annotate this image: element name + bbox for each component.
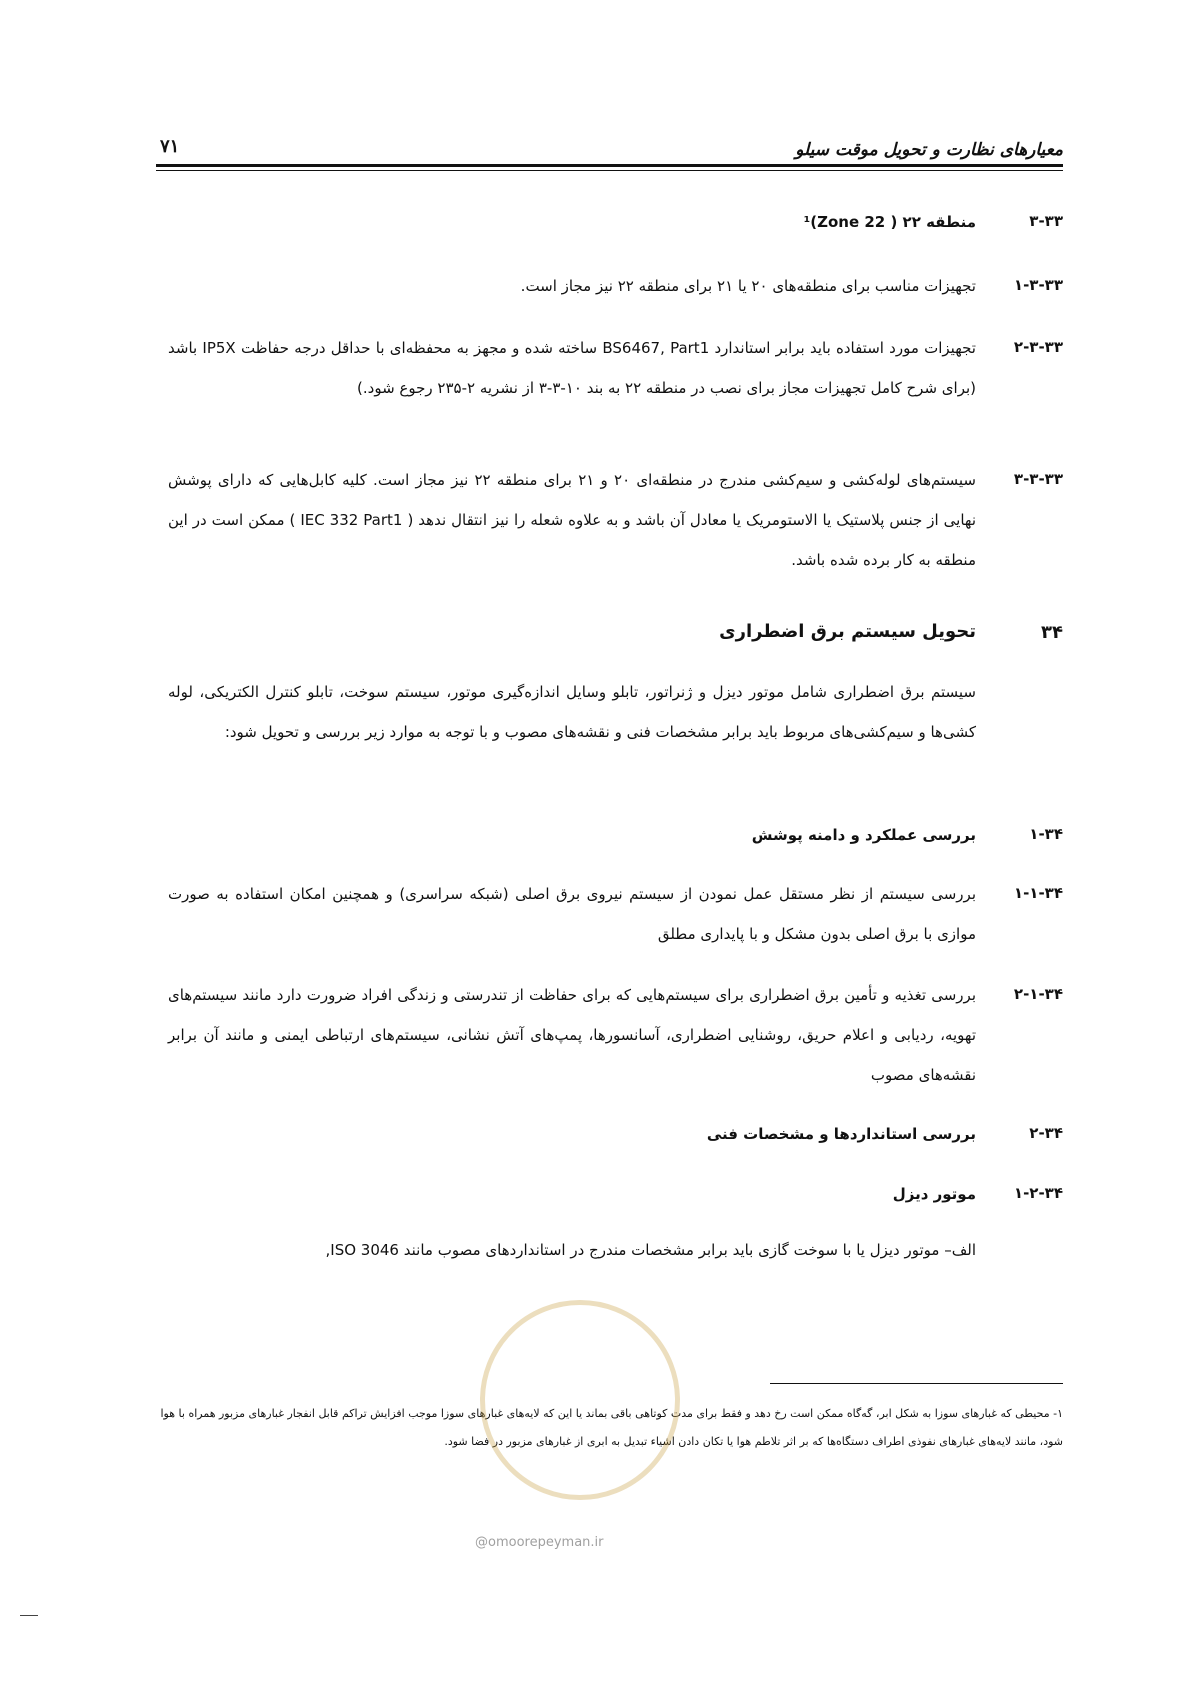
header-rule-thin (156, 170, 1063, 171)
paragraph: سیستم برق اضطراری شامل موتور دیزل و ژنراتور، تابلو وسایل اندازه‌گیری موتور، سیستم سوخت، تابلو کنترل الکتریکی، لوله کشی‌ها و سیم‌کشی‌های مربوط باید برابر مشخصات فنی و نقشه‌های مصوب و با توجه به موارد زیر بررسی و تحویل شود: (168, 683, 976, 741)
section-heading: منطقه ۲۲ ( Zone 22)¹ (803, 213, 976, 231)
section-number: ۳۴ (1041, 622, 1063, 643)
paragraph: الف– موتور دیزل یا با سوخت گازی باید برابر مشخصات مندرج در استانداردهای مصوب مانند ISO 3046, (325, 1241, 976, 1259)
section-heading: موتور دیزل (892, 1185, 976, 1203)
section-number: ۳-۳۳ (1029, 212, 1063, 230)
section-number: ۲-۳-۳۳ (1013, 338, 1063, 356)
footnote-rule (770, 1383, 1063, 1384)
paragraph: تجهیزات مورد استفاده باید برابر استاندارد BS6467, Part1 ساخته شده و مجهز به محفظه‌ای با حداقل درجه حفاظت IP5X باشد (برای شرح کامل تجهیزات مجاز برای نصب در منطقه ۲۲ به بند ۱۰-۳-۳ از نشریه ۲-۲۳۵ رجوع شود.) (168, 339, 976, 397)
page-header-title: معیارهای نظارت و تحویل موقت سیلو (795, 140, 1063, 160)
scan-mark (20, 1615, 38, 1616)
section-number: ۱-۱-۳۴ (1013, 884, 1063, 902)
section-heading: تحویل سیستم برق اضطراری (719, 621, 976, 642)
section-number: ۲-۳۴ (1029, 1124, 1063, 1142)
section-heading: بررسی استانداردها و مشخصات فنی (706, 1125, 976, 1143)
section-number: ۱-۲-۳۴ (1013, 1184, 1063, 1202)
paragraph: بررسی سیستم از نظر مستقل عمل نمودن از سیستم نیروی برق اصلی (شبکه سراسری) و همچنین امکان استفاده به صورت موازی با برق اصلی بدون مشکل و با پایداری مطلق (168, 885, 976, 943)
page-number: ۷۱ (160, 136, 180, 157)
section-number: ۱-۳-۳۳ (1013, 276, 1063, 294)
section-number: ۲-۱-۳۴ (1013, 985, 1063, 1003)
watermark-seal (480, 1300, 680, 1500)
paragraph: سیستم‌های لوله‌کشی و سیم‌کشی مندرج در منطقه‌ای ۲۰ و ۲۱ برای منطقه ۲۲ نیز مجاز است. کلیه کابل‌هایی که دارای پوشش نهایی از جنس پلاستیک یا الاستومریک یا معادل آن باشد و به علاوه شعله را نیز انتقال ندهد ( IEC 332 Part1 ) ممکن است در این منطقه به کار برده شده باشد. (168, 471, 977, 569)
section-number: ۳-۳-۳۳ (1013, 470, 1063, 488)
footnote: ۱- محیطی که غبارهای سوزا به شکل ابر، گه‌گاه ممکن است رخ دهد و فقط برای مدت کوتاهی باقی بماند یا این که لایه‌های غبارهای سوزا موجب افزایش تراکم قابل انفجار غبارهای مزبور همراه با هوا شود، مانند لایه‌های غبارهای نفوذی اطراف دستگاه‌ها که بر اثر تلاطم هوا یا تکان دادن اشیاء تبدیل به ابری از غبارهای مزبور در فضا شود. (160, 1407, 1063, 1448)
paragraph: تجهیزات مناسب برای منطقه‌های ۲۰ یا ۲۱ برای منطقه ۲۲ نیز مجاز است. (520, 277, 976, 295)
paragraph: بررسی تغذیه و تأمین برق اضطراری برای سیستم‌هایی که برای حفاظت از تندرستی و زندگی افراد ضرورت دارد مانند سیستم‌های تهویه، ردیابی و اعلام حریق، روشنایی اضطراری، آسانسورها، پمپ‌های آتش نشانی، سیستم‌های ارتباطی ایمنی و مانند آن برابر نقشه‌های مصوب (168, 986, 976, 1084)
section-number: ۱-۳۴ (1029, 825, 1063, 843)
section-heading: بررسی عملکرد و دامنه پوشش (751, 826, 976, 844)
header-rule (156, 164, 1063, 167)
watermark-url: @omoorepeyman.ir (475, 1535, 604, 1550)
